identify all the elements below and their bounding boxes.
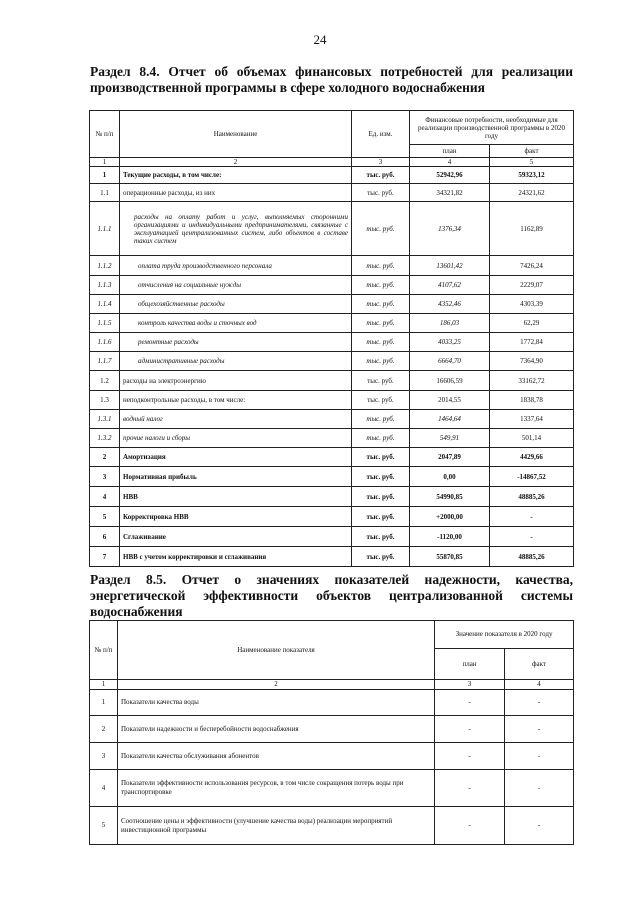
row-num: 1 <box>90 167 120 184</box>
row-num: 1.1.6 <box>90 333 120 352</box>
table-row <box>90 467 574 487</box>
row-name: прочие налоги и сборы <box>120 429 352 448</box>
table-row <box>90 770 574 807</box>
row-fact: - <box>490 507 574 527</box>
table-row <box>90 448 574 467</box>
row-num: 1.1 <box>90 184 120 202</box>
row-name: Показатели надежности и бесперебойности водоснабжения <box>118 716 435 743</box>
table-row <box>90 202 574 256</box>
row-num: 1.3.2 <box>90 429 120 448</box>
row-unit: тыс. руб. <box>352 202 410 256</box>
row-fact: 1838,78 <box>490 391 574 410</box>
row-num: 4 <box>90 770 118 807</box>
row-name: отчисления на социальные нужды <box>120 276 352 295</box>
row-fact: 1162,89 <box>490 202 574 256</box>
row-num: 6 <box>90 527 120 547</box>
row-name: Текущие расходы, в том числе: <box>120 167 352 184</box>
row-fact: - <box>505 807 574 845</box>
index-cell: 4 <box>505 680 574 690</box>
row-unit: тыс. руб. <box>352 410 410 429</box>
row-num: 4 <box>90 487 120 507</box>
row-num: 5 <box>90 507 120 527</box>
row-fact: - <box>505 690 574 716</box>
table-row <box>90 391 574 410</box>
row-plan: 54990,85 <box>410 487 490 507</box>
row-plan: 0,00 <box>410 467 490 487</box>
row-num: 5 <box>90 807 118 845</box>
row-unit: тыс. руб. <box>352 448 410 467</box>
row-unit: тыс. руб. <box>352 314 410 333</box>
row-num: 3 <box>90 467 120 487</box>
row-num: 3 <box>90 743 118 770</box>
index-cell: 2 <box>120 158 352 167</box>
row-plan: 2047,89 <box>410 448 490 467</box>
row-plan: +2000,00 <box>410 507 490 527</box>
index-cell: 1 <box>90 158 120 167</box>
header-unit: Ед. изм. <box>352 111 410 158</box>
table-row <box>90 487 574 507</box>
row-fact: 7426,24 <box>490 256 574 276</box>
row-num: 7 <box>90 547 120 567</box>
row-plan: 1376,34 <box>410 202 490 256</box>
row-plan: - <box>435 770 505 807</box>
financial-needs-table <box>89 110 574 567</box>
table-row <box>90 295 574 314</box>
row-name: Сглаживание <box>120 527 352 547</box>
row-name: операционные расходы, из них <box>120 184 352 202</box>
index-cell: 3 <box>352 158 410 167</box>
row-unit: тыс. руб. <box>352 276 410 295</box>
table-row <box>90 507 574 527</box>
row-unit: тыс. руб. <box>352 507 410 527</box>
reliability-indicators-table <box>89 620 574 845</box>
row-plan: 4107,62 <box>410 276 490 295</box>
row-unit: тыс. руб. <box>352 391 410 410</box>
row-plan: 34321,82 <box>410 184 490 202</box>
row-name: неподконтрольные расходы, в том числе: <box>120 391 352 410</box>
table-row <box>90 429 574 448</box>
row-num: 2 <box>90 716 118 743</box>
row-fact: -14867,52 <box>490 467 574 487</box>
row-fact: 2229,07 <box>490 276 574 295</box>
row-name: административные расходы <box>120 352 352 371</box>
row-plan: - <box>435 743 505 770</box>
row-fact: 4429,66 <box>490 448 574 467</box>
index-cell: 1 <box>90 680 118 690</box>
header-fact: факт <box>505 649 574 680</box>
row-name: Амортизация <box>120 448 352 467</box>
row-plan: 16606,59 <box>410 371 490 391</box>
row-fact: 1337,64 <box>490 410 574 429</box>
row-num: 1.3.1 <box>90 410 120 429</box>
row-name: Соотношение цены и эффективности (улучшение качества воды) реализации мероприятий инвестиционной программы <box>118 807 435 845</box>
table-row <box>90 167 574 184</box>
row-name: расходы на электроэнергию <box>120 371 352 391</box>
header-name: Наименование показателя <box>118 621 435 680</box>
row-unit: тыс. руб. <box>352 487 410 507</box>
row-name: общехозяйственные расходы <box>120 295 352 314</box>
row-fact: - <box>505 743 574 770</box>
row-fact: 24321,62 <box>490 184 574 202</box>
row-fact: 62,29 <box>490 314 574 333</box>
row-num: 1.1.4 <box>90 295 120 314</box>
table-row <box>90 276 574 295</box>
row-fact: - <box>505 716 574 743</box>
header-num: № п/п <box>90 111 120 158</box>
row-name: Показатели качества обслуживания абонентов <box>118 743 435 770</box>
row-num: 1.1.3 <box>90 276 120 295</box>
row-name: расходы на оплату работ и услуг, выполняемых сторонними организациями и индивидуальными предпринимателями, связанные с эксплуатацией централизованных систем, либо объектов в составе таких систем <box>120 202 352 256</box>
row-fact: 48885,26 <box>490 487 574 507</box>
row-fact: 4303,39 <box>490 295 574 314</box>
row-fact: - <box>505 770 574 807</box>
row-num: 1.1.7 <box>90 352 120 371</box>
row-fact: 59323,12 <box>490 167 574 184</box>
table-row <box>90 547 574 567</box>
row-plan: 13601,42 <box>410 256 490 276</box>
table-row <box>90 527 574 547</box>
row-fact: 501,14 <box>490 429 574 448</box>
row-plan: -1120,00 <box>410 527 490 547</box>
row-plan: 4033,25 <box>410 333 490 352</box>
row-num: 1.1.2 <box>90 256 120 276</box>
row-unit: тыс. руб. <box>352 167 410 184</box>
page-number: 24 <box>313 32 327 47</box>
row-name: Корректировка НВВ <box>120 507 352 527</box>
row-num: 1.3 <box>90 391 120 410</box>
section-8-4-title: Раздел 8.4. Отчет об объемах финансовых потребностей для реализации производственной программы в сфере холодного водоснабжения <box>90 64 573 95</box>
row-name: Нормативная прибыль <box>120 467 352 487</box>
table-row <box>90 743 574 770</box>
header-group: Значение показателя в 2020 году <box>435 621 574 649</box>
row-unit: тыс. руб. <box>352 333 410 352</box>
table-row <box>90 184 574 202</box>
row-plan: 6664,70 <box>410 352 490 371</box>
row-name: ремонтные расходы <box>120 333 352 352</box>
row-plan: 1464,64 <box>410 410 490 429</box>
table-row <box>90 410 574 429</box>
row-num: 1.2 <box>90 371 120 391</box>
row-unit: тыс. руб. <box>352 352 410 371</box>
index-cell: 3 <box>435 680 505 690</box>
index-cell: 2 <box>118 680 435 690</box>
index-cell: 5 <box>490 158 574 167</box>
header-plan: план <box>435 649 505 680</box>
row-plan: 52942,96 <box>410 167 490 184</box>
row-unit: тыс. руб. <box>352 371 410 391</box>
table-row <box>90 716 574 743</box>
row-unit: тыс. руб. <box>352 547 410 567</box>
row-unit: тыс. руб. <box>352 527 410 547</box>
row-unit: тыс. руб. <box>352 295 410 314</box>
row-fact: 7364,90 <box>490 352 574 371</box>
row-plan: 4352,46 <box>410 295 490 314</box>
row-unit: тыс. руб. <box>352 467 410 487</box>
row-plan: 55870,85 <box>410 547 490 567</box>
row-name: водный налог <box>120 410 352 429</box>
header-fact: факт <box>490 145 574 158</box>
row-name: НВВ <box>120 487 352 507</box>
row-fact: 33162,72 <box>490 371 574 391</box>
row-plan: 186,03 <box>410 314 490 333</box>
index-cell: 4 <box>410 158 490 167</box>
row-unit: тыс. руб. <box>352 184 410 202</box>
header-name: Наименование <box>120 111 352 158</box>
header-group: Финансовые потребности, необходимые для реализации производственной программы в 2020 году <box>410 111 574 145</box>
row-plan: - <box>435 690 505 716</box>
row-name: контроль качества воды и сточных вод <box>120 314 352 333</box>
table-row <box>90 314 574 333</box>
table-row <box>90 690 574 716</box>
row-num: 1 <box>90 690 118 716</box>
table-row <box>90 333 574 352</box>
row-plan: 2014,55 <box>410 391 490 410</box>
row-name: оплата труда производственного персонала <box>120 256 352 276</box>
row-plan: - <box>435 716 505 743</box>
row-fact: 1772,84 <box>490 333 574 352</box>
table-row <box>90 352 574 371</box>
table-row <box>90 371 574 391</box>
row-fact: - <box>490 527 574 547</box>
header-num: № п/п <box>90 621 118 680</box>
row-name: НВВ с учетом корректировки и сглаживания <box>120 547 352 567</box>
row-unit: тыс. руб. <box>352 429 410 448</box>
row-num: 2 <box>90 448 120 467</box>
row-fact: 48885,26 <box>490 547 574 567</box>
header-plan: план <box>410 145 490 158</box>
row-unit: тыс. руб. <box>352 256 410 276</box>
section-8-5-title: Раздел 8.5. Отчет о значениях показателей надежности, качества, энергетической эффективности объектов централизованной системы водоснабжения <box>90 572 573 619</box>
table-row <box>90 256 574 276</box>
row-name: Показатели качества воды <box>118 690 435 716</box>
row-plan: - <box>435 807 505 845</box>
row-num: 1.1.1 <box>90 202 120 256</box>
table-row <box>90 807 574 845</box>
row-plan: 549,91 <box>410 429 490 448</box>
row-num: 1.1.5 <box>90 314 120 333</box>
row-name: Показатели эффективности использования ресурсов, в том числе сокращения потерь воды при транспортировке <box>118 770 435 807</box>
